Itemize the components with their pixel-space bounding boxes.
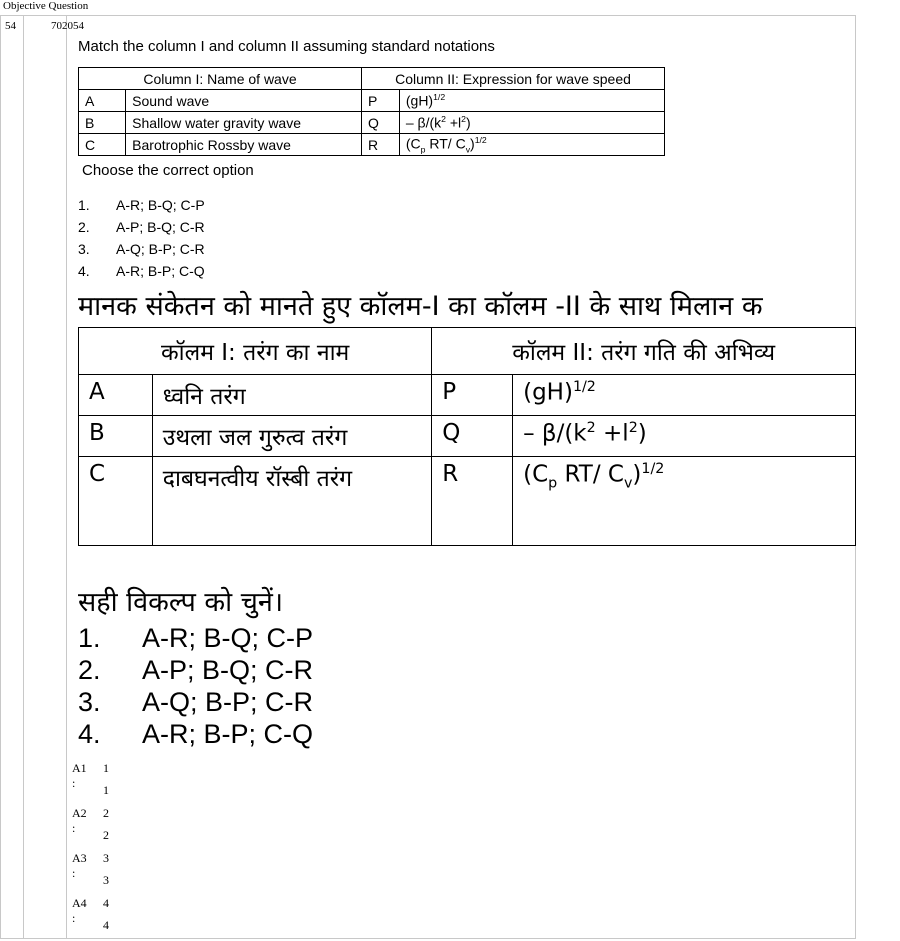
col1-header: Column I: Name of wave — [79, 68, 362, 90]
english-prompt: Match the column I and column II assuming standard notations — [78, 38, 495, 55]
hindi-col2-header: कॉलम II: तरंग गति की अभिव्य — [432, 328, 856, 375]
question-type-label: Objective Question — [3, 0, 89, 12]
answer-value: 4 — [103, 918, 109, 932]
table-row — [79, 457, 856, 546]
option-4: 4. A-R; B-P; C-Q — [78, 263, 205, 279]
hindi-choose-prompt: सही विकल्प को चुनें। — [78, 587, 284, 618]
answer-value: 1 — [103, 783, 109, 797]
row-code: P — [362, 90, 400, 112]
hindi-match-table — [78, 327, 856, 546]
answer-value: 2 — [103, 806, 109, 820]
option-4: 4. A-R; B-P; C-Q — [78, 719, 314, 749]
question-number: 54 — [5, 20, 16, 32]
option-2: 2. A-P; B-Q; C-R — [78, 655, 314, 685]
row-key: A — [79, 375, 153, 416]
row-key: B — [79, 112, 126, 134]
english-options — [78, 194, 205, 282]
answer-value: 1 — [103, 761, 109, 775]
row-key: A — [79, 90, 126, 112]
table-row — [79, 375, 856, 416]
answer-label: A2 : — [72, 806, 87, 835]
row-code: R — [362, 134, 400, 156]
wave-name: Sound wave — [126, 90, 362, 112]
answer-value: 4 — [103, 896, 109, 910]
table-row — [79, 90, 665, 112]
option-2: 2. A-P; B-Q; C-R — [78, 219, 205, 235]
row-code: Q — [362, 112, 400, 134]
wave-expression: ($C_p$ RT/ $C_v)^{1/2}$ — [513, 457, 856, 546]
row-key: C — [79, 457, 153, 546]
row-code: R — [432, 457, 513, 546]
table-header-row — [79, 328, 856, 375]
question-content — [66, 16, 856, 940]
option-3: 3. A-Q; B-P; C-R — [78, 241, 205, 257]
answer-label: A4 : — [72, 896, 87, 925]
wave-expression: ($C_p$ RT/ $C_v)^{1/2}$ — [399, 134, 664, 156]
table-row — [79, 112, 665, 134]
wave-name: ध्वनि तरंग — [152, 375, 432, 416]
table-row — [79, 134, 665, 156]
wave-expression: – $\beta/(k^2 +l^2)$ — [399, 112, 664, 134]
answer-label: A3 : — [72, 851, 87, 880]
row-code: P — [432, 375, 513, 416]
question-number-cell — [1, 16, 24, 938]
answer-value: 3 — [103, 873, 109, 887]
wave-name: Barotrophic Rossby wave — [126, 134, 362, 156]
wave-expression: – $\beta/(k^2 +l^2)$ — [513, 416, 856, 457]
answer-value: 3 — [103, 851, 109, 865]
answer-value: 2 — [103, 828, 109, 842]
wave-expression: (gH)$^{1/2}$ — [513, 375, 856, 416]
hindi-options — [78, 622, 313, 750]
row-code: Q — [432, 416, 513, 457]
answer-label: A1 : — [72, 761, 87, 790]
hindi-prompt: मानक संकेतन को मानते हुए कॉलम-I का कॉलम -II के साथ मिलान क — [78, 291, 763, 322]
row-key: C — [79, 134, 126, 156]
table-row — [79, 416, 856, 457]
wave-expression: (gH)$^{1/2}$ — [399, 90, 664, 112]
col2-header: Column II: Expression for wave speed — [362, 68, 665, 90]
hindi-col1-header: कॉलम I: तरंग का नाम — [79, 328, 432, 375]
row-key: B — [79, 416, 153, 457]
option-1: 1. A-R; B-Q; C-P — [78, 197, 205, 213]
option-3: 3. A-Q; B-P; C-R — [78, 687, 314, 717]
english-choose-prompt: Choose the correct option — [82, 162, 254, 179]
wave-name: दाबघनत्वीय रॉस्बी तरंग — [152, 457, 432, 546]
option-1: 1. A-R; B-Q; C-P — [78, 623, 314, 653]
question-id: 702054 — [51, 20, 84, 32]
wave-name: उथला जल गुरुत्व तरंग — [152, 416, 432, 457]
wave-name: Shallow water gravity wave — [126, 112, 362, 134]
table-header-row — [79, 68, 665, 90]
english-match-table — [78, 67, 665, 156]
